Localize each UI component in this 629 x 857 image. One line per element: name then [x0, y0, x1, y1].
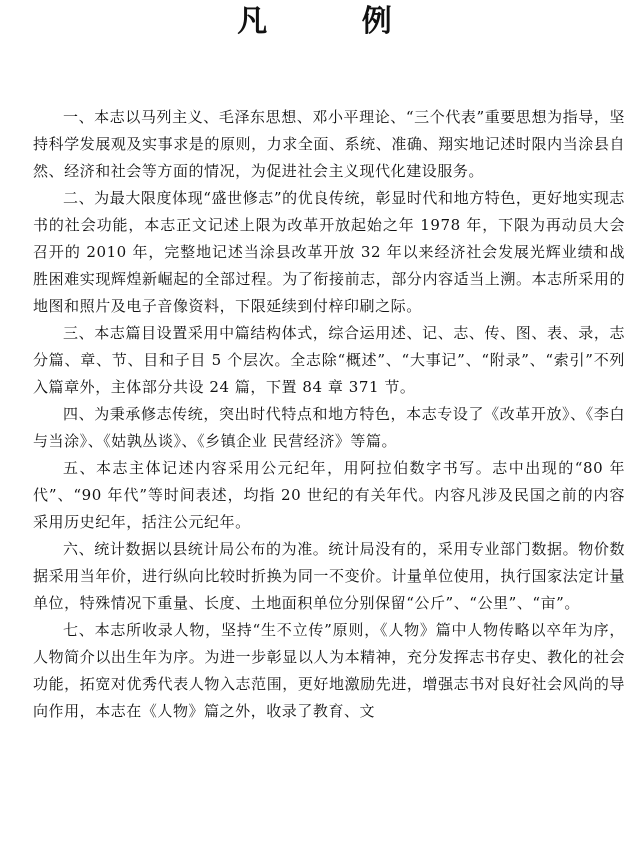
paragraph-6: 六、统计数据以县统计局公布的为准。统计局没有的，采用专业部门数据。物价数据采用当年价，进行纵向比较时折换为同一不变价。计量单位使用，执行国家法定计量单位，特殊情况下重量、长度、土地面积单位分别保留“公斤”、“公里”、“亩”。: [33, 540, 625, 612]
paragraph-7: 七、本志所收录人物，坚持“生不立传”原则，《人物》篇中人物传略以卒年为序，人物简介以出生年为序。为进一步彰显以人为本精神，充分发挥志书存史、教化的社会功能，拓宽对优秀代表人物入志范围，更好地激励先进，增强志书对良好社会风尚的导向作用，本志在《人物》篇之外，收录了教育、文: [33, 621, 625, 720]
page-title: 凡 例: [237, 4, 434, 39]
paragraph-4: 四、为秉承修志传统，突出时代特点和地方特色，本志专设了《改革开放》、《李白与当涂》、《姑孰丛谈》、《乡镇企业 民营经济》等篇。: [33, 405, 625, 450]
paragraph-5: 五、本志主体记述内容采用公元纪年，用阿拉伯数字书写。志中出现的“80 年代”、“90 年代”等时间表述，均指 20 世纪的有关年代。内容凡涉及民国之前的内容采用历史纪年，括注公元纪年。: [33, 459, 625, 531]
paragraph-1: 一、本志以马列主义、毛泽东思想、邓小平理论、“三个代表”重要思想为指导，坚持科学发展观及实事求是的原则，力求全面、系统、准确、翔实地记述时限内当涂县自然、经济和社会等方面的情况，为促进社会主义现代化建设服务。: [33, 108, 625, 180]
paragraph-3: 三、本志篇目设置采用中篇结构体式，综合运用述、记、志、传、图、表、录，志分篇、章、节、目和子目 5 个层次。全志除“概述”、“大事记”、“附录”、“索引”不列入篇章外，主体部分共设 24 篇，下置 84 章 371 节。: [33, 324, 625, 396]
document-body: [33, 104, 625, 725]
paragraph-2: 二、为最大限度体现“盛世修志”的优良传统，彰显时代和地方特色，更好地实现志书的社会功能，本志正文记述上限为改革开放起始之年 1978 年，下限为再动员大会召开的 2010 年，完整地记述当涂县改革开放 32 年以来经济社会发展光辉业绩和战胜困难实现辉煌新崛起的全部过程。为了衔接前志，部分内容适当上溯。本志所采用的地图和照片及电子音像资料，下限延续到付梓印刷之际。: [33, 189, 625, 315]
